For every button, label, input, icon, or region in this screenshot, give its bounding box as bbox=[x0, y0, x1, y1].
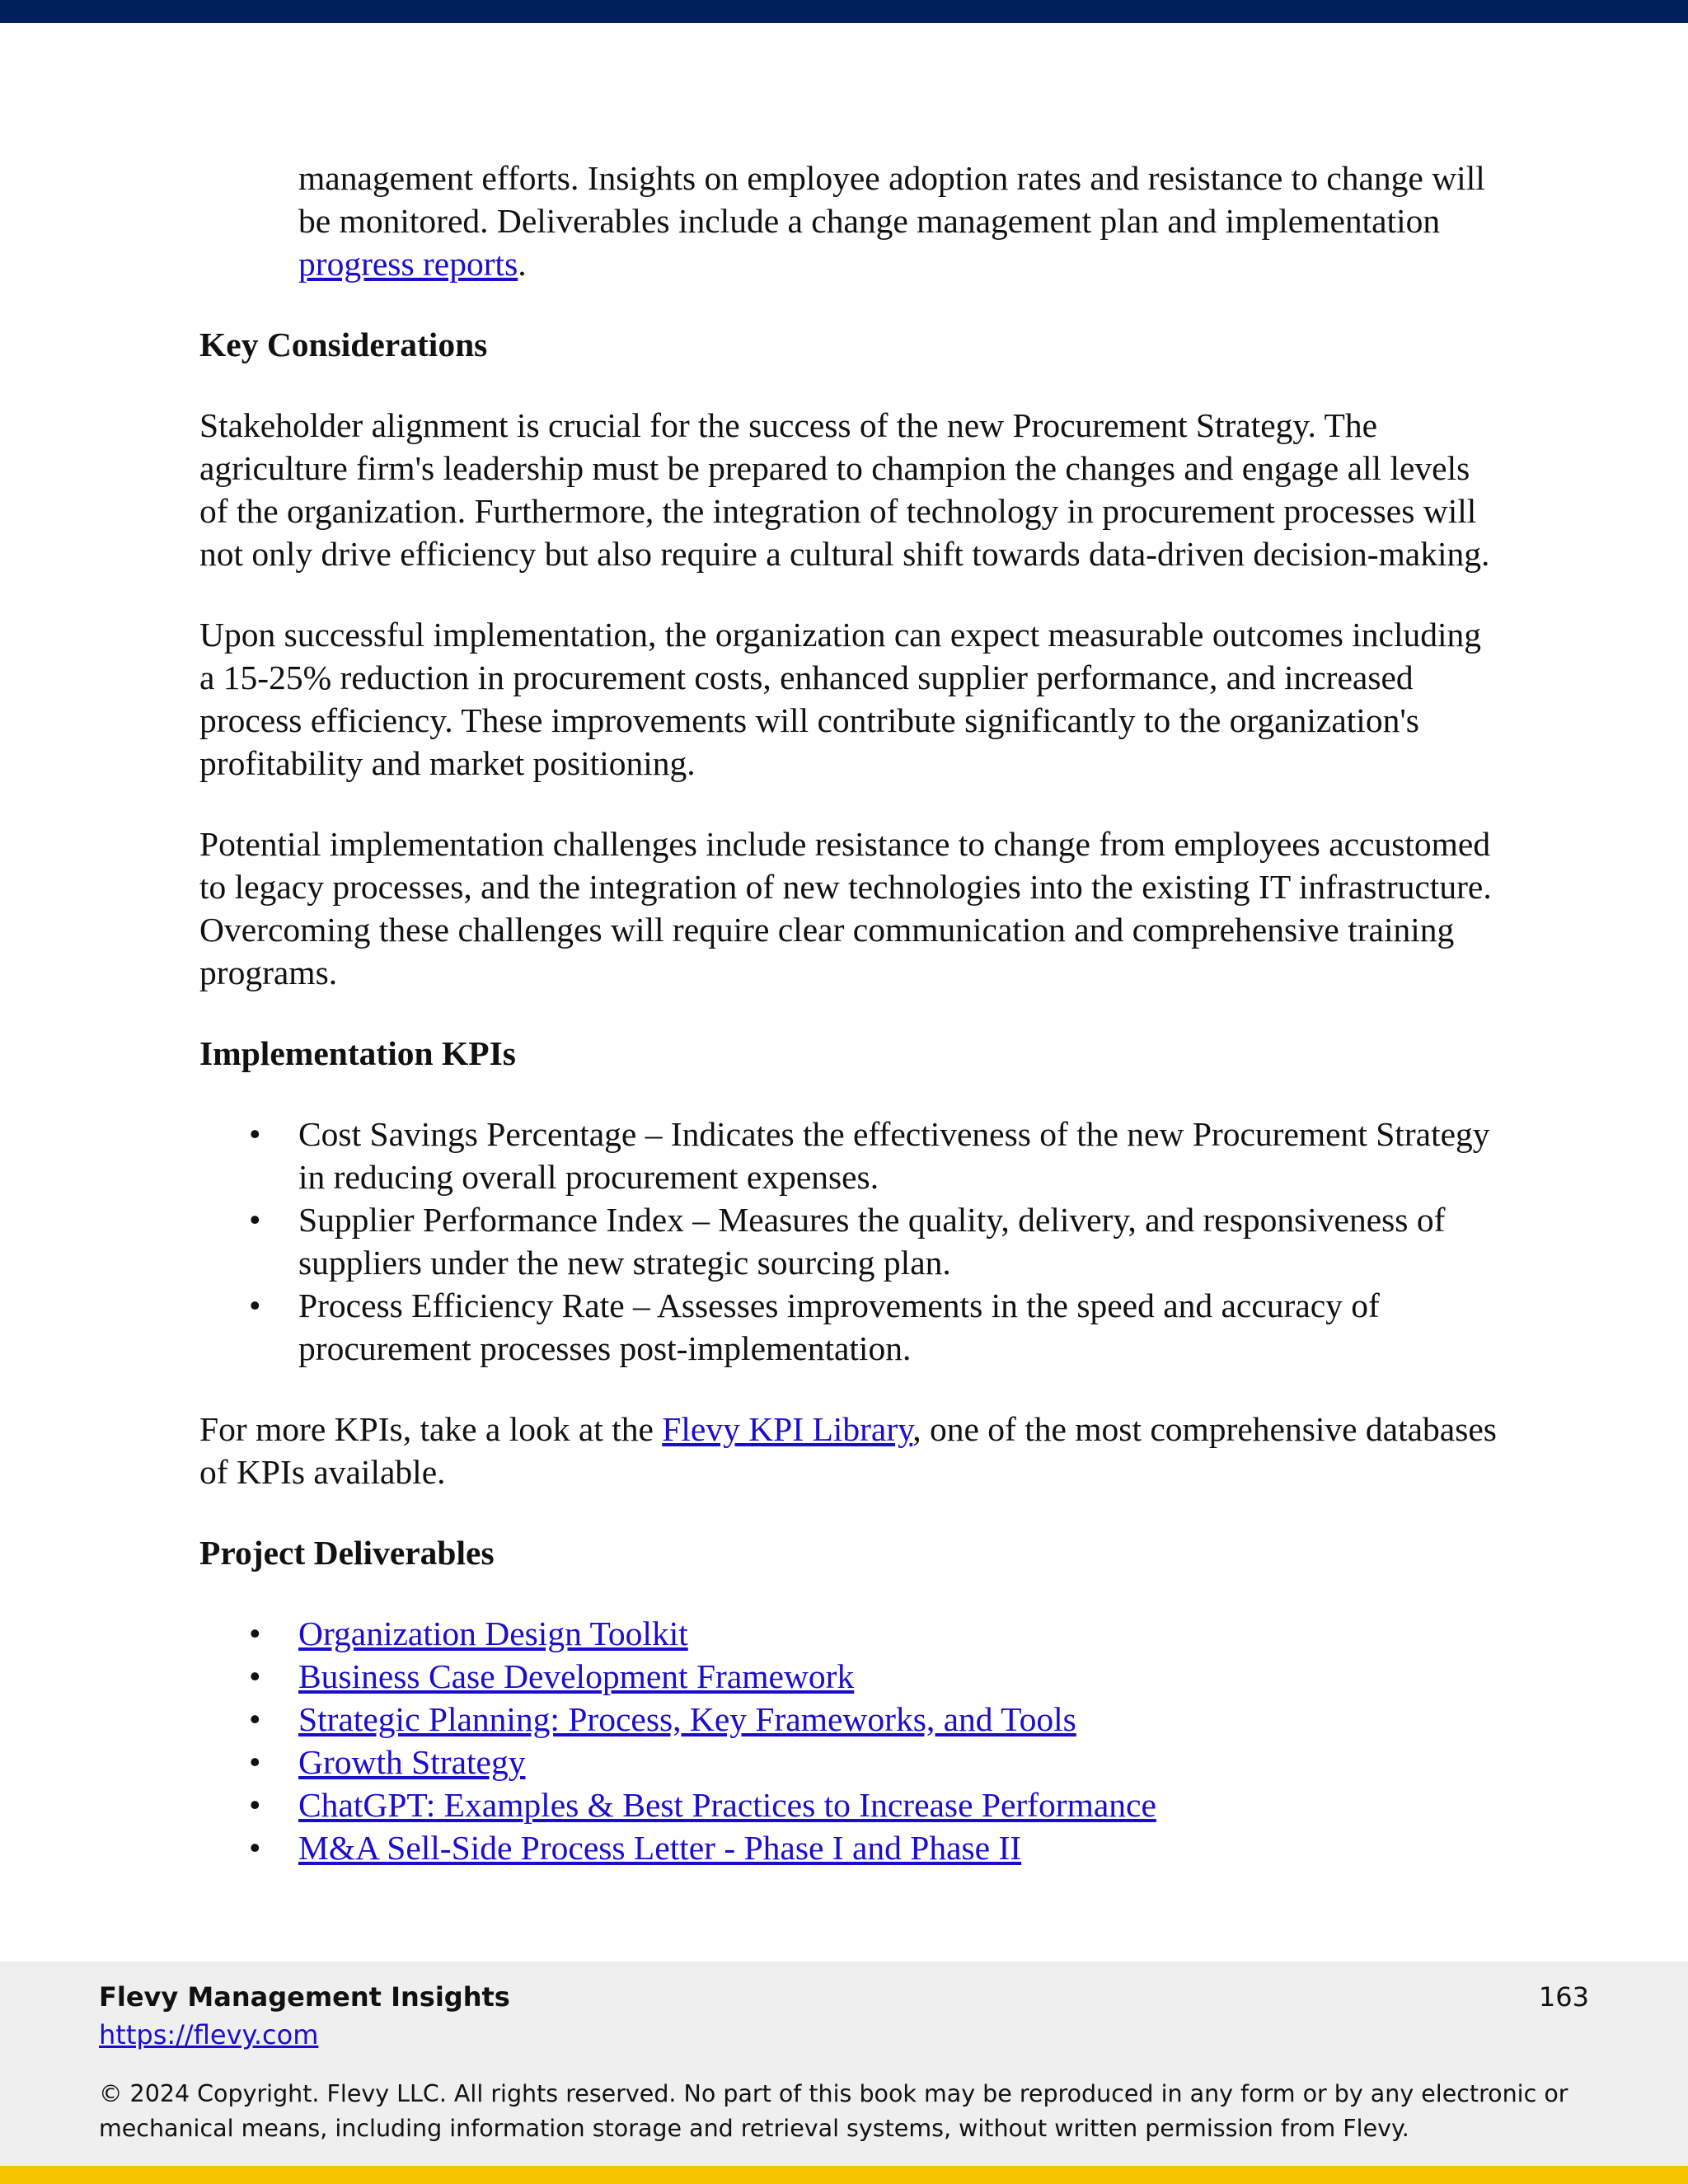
deliverable-link-ma-sell-side[interactable]: M&A Sell-Side Process Letter - Phase I and Phase II bbox=[298, 1829, 1022, 1867]
deliverable-item bbox=[298, 1826, 1502, 1869]
footer-url-link[interactable]: https://flevy.com bbox=[99, 2019, 319, 2050]
deliverable-link-strategic-planning[interactable]: Strategic Planning: Process, Key Frameworks, and Tools bbox=[298, 1700, 1076, 1738]
considerations-paragraph-1: Stakeholder alignment is crucial for the success of the new Procurement Strategy. The agriculture firm's leadership must be prepared to champion the changes and engage all levels of the organization. Furthermore, the integration of technology in procurement processes will not only drive efficiency but also require a cultural shift towards data-driven decision-making. bbox=[199, 406, 1490, 573]
page-number: 163 bbox=[1538, 1981, 1589, 2013]
flevy-kpi-library-link[interactable]: Flevy KPI Library bbox=[662, 1410, 913, 1448]
implementation-kpis-heading: Implementation KPIs bbox=[199, 1034, 516, 1072]
copyright-notice: © 2024 Copyright. Flevy LLC. All rights reserved. No part of this book may be reproduced in any form or by any electronic or mechanical means, including information storage and retrieval systems, without written permission from Flevy. bbox=[99, 2080, 1568, 2142]
deliverable-link-organization-design[interactable]: Organization Design Toolkit bbox=[298, 1615, 688, 1652]
bottom-color-bar bbox=[0, 2166, 1688, 2184]
deliverable-link-growth-strategy[interactable]: Growth Strategy bbox=[298, 1743, 526, 1781]
kpi-item-supplier-performance: • Supplier Performance Index – Measures the quality, delivery, and responsiveness of suppliers under the new strategic sourcing plan. bbox=[298, 1198, 1502, 1284]
deliverable-item bbox=[298, 1783, 1502, 1826]
progress-reports-link[interactable]: progress reports bbox=[298, 245, 518, 283]
top-color-bar bbox=[0, 0, 1688, 23]
intro-paragraph: management efforts. Insights on employee adoption rates and resistance to change will be monitored. Deliverables include a change management plan and implementation progress reports. bbox=[298, 159, 1485, 283]
deliverable-item bbox=[298, 1612, 1502, 1655]
page-footer bbox=[0, 1961, 1688, 2166]
considerations-paragraph-3: Potential implementation challenges include resistance to change from employees accustomed to legacy processes, and the integration of new technologies into the existing IT infrastructure. Overcoming these challenges will require clear communication and comprehensive training programs. bbox=[199, 825, 1492, 991]
document-body bbox=[199, 157, 1502, 1907]
kpi-library-paragraph: For more KPIs, take a look at the Flevy KPI Library, one of the most comprehensive databases of KPIs available. bbox=[199, 1410, 1497, 1491]
deliverable-item bbox=[298, 1698, 1502, 1741]
project-deliverables-heading: Project Deliverables bbox=[199, 1534, 495, 1572]
kpi-item-cost-savings: • Cost Savings Percentage – Indicates the effectiveness of the new Procurement Strategy in reducing overall procurement expenses. bbox=[298, 1113, 1502, 1198]
deliverable-item bbox=[298, 1655, 1502, 1698]
footer-brand: Flevy Management Insights bbox=[99, 1981, 510, 2013]
deliverable-item bbox=[298, 1741, 1502, 1783]
kpi-item-process-efficiency: • Process Efficiency Rate – Assesses improvements in the speed and accuracy of procurement processes post-implementation. bbox=[298, 1284, 1502, 1370]
deliverable-link-chatgpt[interactable]: ChatGPT: Examples & Best Practices to Increase Performance bbox=[298, 1786, 1156, 1824]
kpi-list bbox=[199, 1113, 1502, 1370]
deliverable-link-business-case[interactable]: Business Case Development Framework bbox=[298, 1657, 855, 1695]
considerations-paragraph-2: Upon successful implementation, the organization can expect measurable outcomes including a 15-25% reduction in procurement costs, enhanced supplier performance, and increased process efficiency. These improvements will contribute significantly to the organization's profitability and market positioning. bbox=[199, 616, 1482, 782]
deliverables-list bbox=[199, 1612, 1502, 1869]
key-considerations-heading: Key Considerations bbox=[199, 326, 488, 363]
